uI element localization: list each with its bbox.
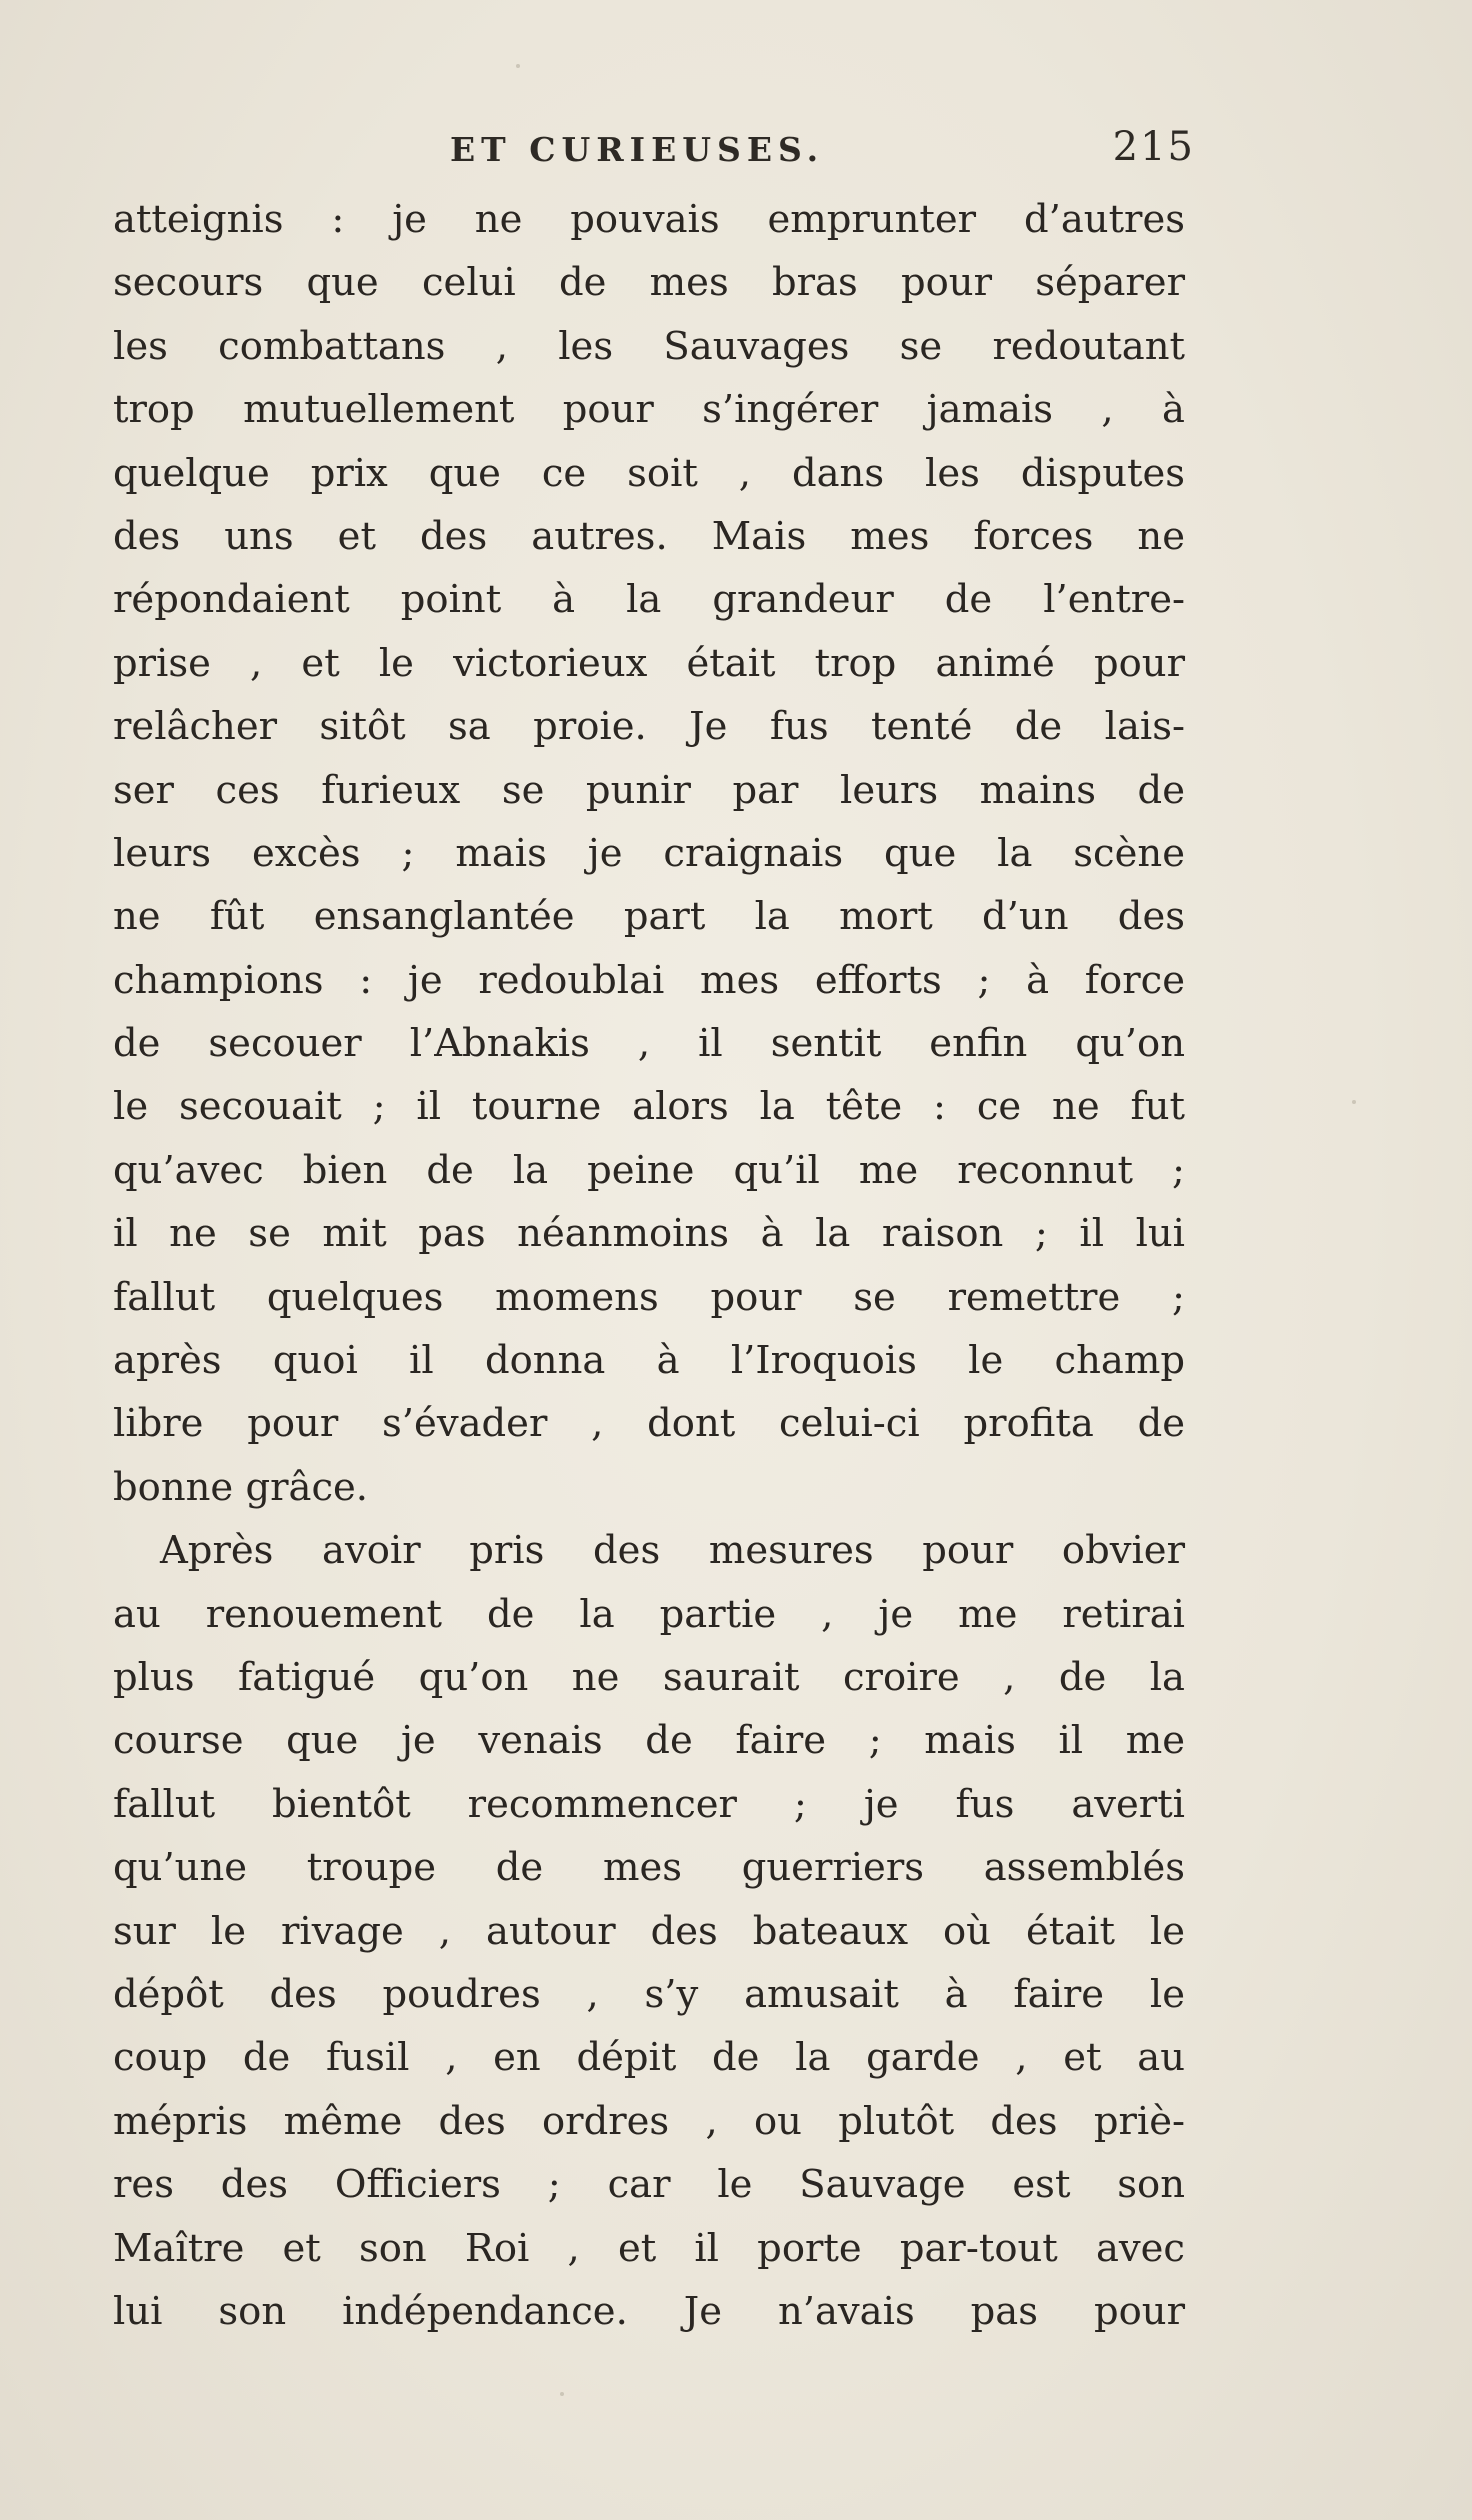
text-line: ne fût ensanglantée part la mort d’un des	[113, 894, 1185, 940]
text-line: au renouement de la partie , je me retirai	[113, 1591, 1185, 1637]
text-line: sur le rivage , autour des bateaux où était le	[113, 1908, 1185, 1954]
text-line: champions : je redoublai mes efforts ; à force	[113, 957, 1185, 1003]
text-line: ser ces furieux se punir par leurs mains de	[113, 767, 1185, 813]
text-line: leurs excès ; mais je craignais que la scène	[113, 830, 1185, 876]
text-line: qu’une troupe de mes guerriers assemblés	[113, 1845, 1185, 1891]
text-line: il ne se mit pas néanmoins à la raison ; il lui	[113, 1211, 1185, 1257]
text-line: Maître et son Roi , et il porte par-tout avec	[113, 2225, 1185, 2271]
text-line: les combattans , les Sauvages se redoutant	[113, 323, 1185, 369]
paper-speck	[1352, 1100, 1356, 1104]
text-line: quelque prix que ce soit , dans les disputes	[113, 450, 1185, 496]
text-line: Après avoir pris des mesures pour obvier	[160, 1528, 1185, 1574]
page-header	[110, 118, 1195, 178]
text-line: prise , et le victorieux était trop animé pour	[113, 640, 1185, 686]
paragraph	[113, 1519, 1185, 2343]
page-number: 215	[1112, 124, 1195, 170]
paper-speck	[516, 64, 520, 68]
text-line: fallut quelques momens pour se remettre ;	[113, 1274, 1185, 1320]
text-line: mépris même des ordres , ou plutôt des priè-	[113, 2098, 1185, 2144]
text-line: atteignis : je ne pouvais emprunter d’autres	[113, 197, 1185, 242]
text-line: de secouer l’Abnakis , il sentit enfin qu’on	[113, 1021, 1185, 1067]
text-line: le secouait ; il tourne alors la tête : ce ne fut	[113, 1084, 1185, 1130]
paper-speck	[560, 2392, 564, 2396]
text-line: libre pour s’évader , dont celui-ci profita de	[113, 1401, 1185, 1447]
text-line: qu’avec bien de la peine qu’il me reconnut ;	[113, 1147, 1185, 1193]
text-line: bonne grâce.	[113, 1464, 369, 1510]
text-line: trop mutuellement pour s’ingérer jamais , à	[113, 387, 1185, 433]
paragraph	[113, 188, 1185, 1519]
text-line: lui son indépendance. Je n’avais pas pour	[113, 2288, 1185, 2334]
text-line: plus fatigué qu’on ne saurait croire , de la	[113, 1654, 1185, 1700]
text-line: res des Officiers ; car le Sauvage est son	[113, 2162, 1185, 2208]
text-line: dépôt des poudres , s’y amusait à faire le	[113, 1971, 1185, 2017]
text-line: fallut bientôt recommencer ; je fus averti	[113, 1781, 1185, 1827]
text-line: après quoi il donna à l’Iroquois le champ	[113, 1338, 1185, 1384]
text-line: des uns et des autres. Mais mes forces ne	[113, 513, 1185, 559]
text-line: coup de fusil , en dépit de la garde , et au	[113, 2035, 1185, 2081]
running-head: ET CURIEUSES.	[450, 130, 825, 169]
text-line: course que je venais de faire ; mais il me	[113, 1718, 1185, 1764]
body-text	[113, 188, 1185, 2343]
text-line: secours que celui de mes bras pour séparer	[113, 260, 1185, 306]
text-line: répondaient point à la grandeur de l’entre-	[113, 577, 1185, 623]
text-line: relâcher sitôt sa proie. Je fus tenté de lais-	[113, 704, 1185, 750]
